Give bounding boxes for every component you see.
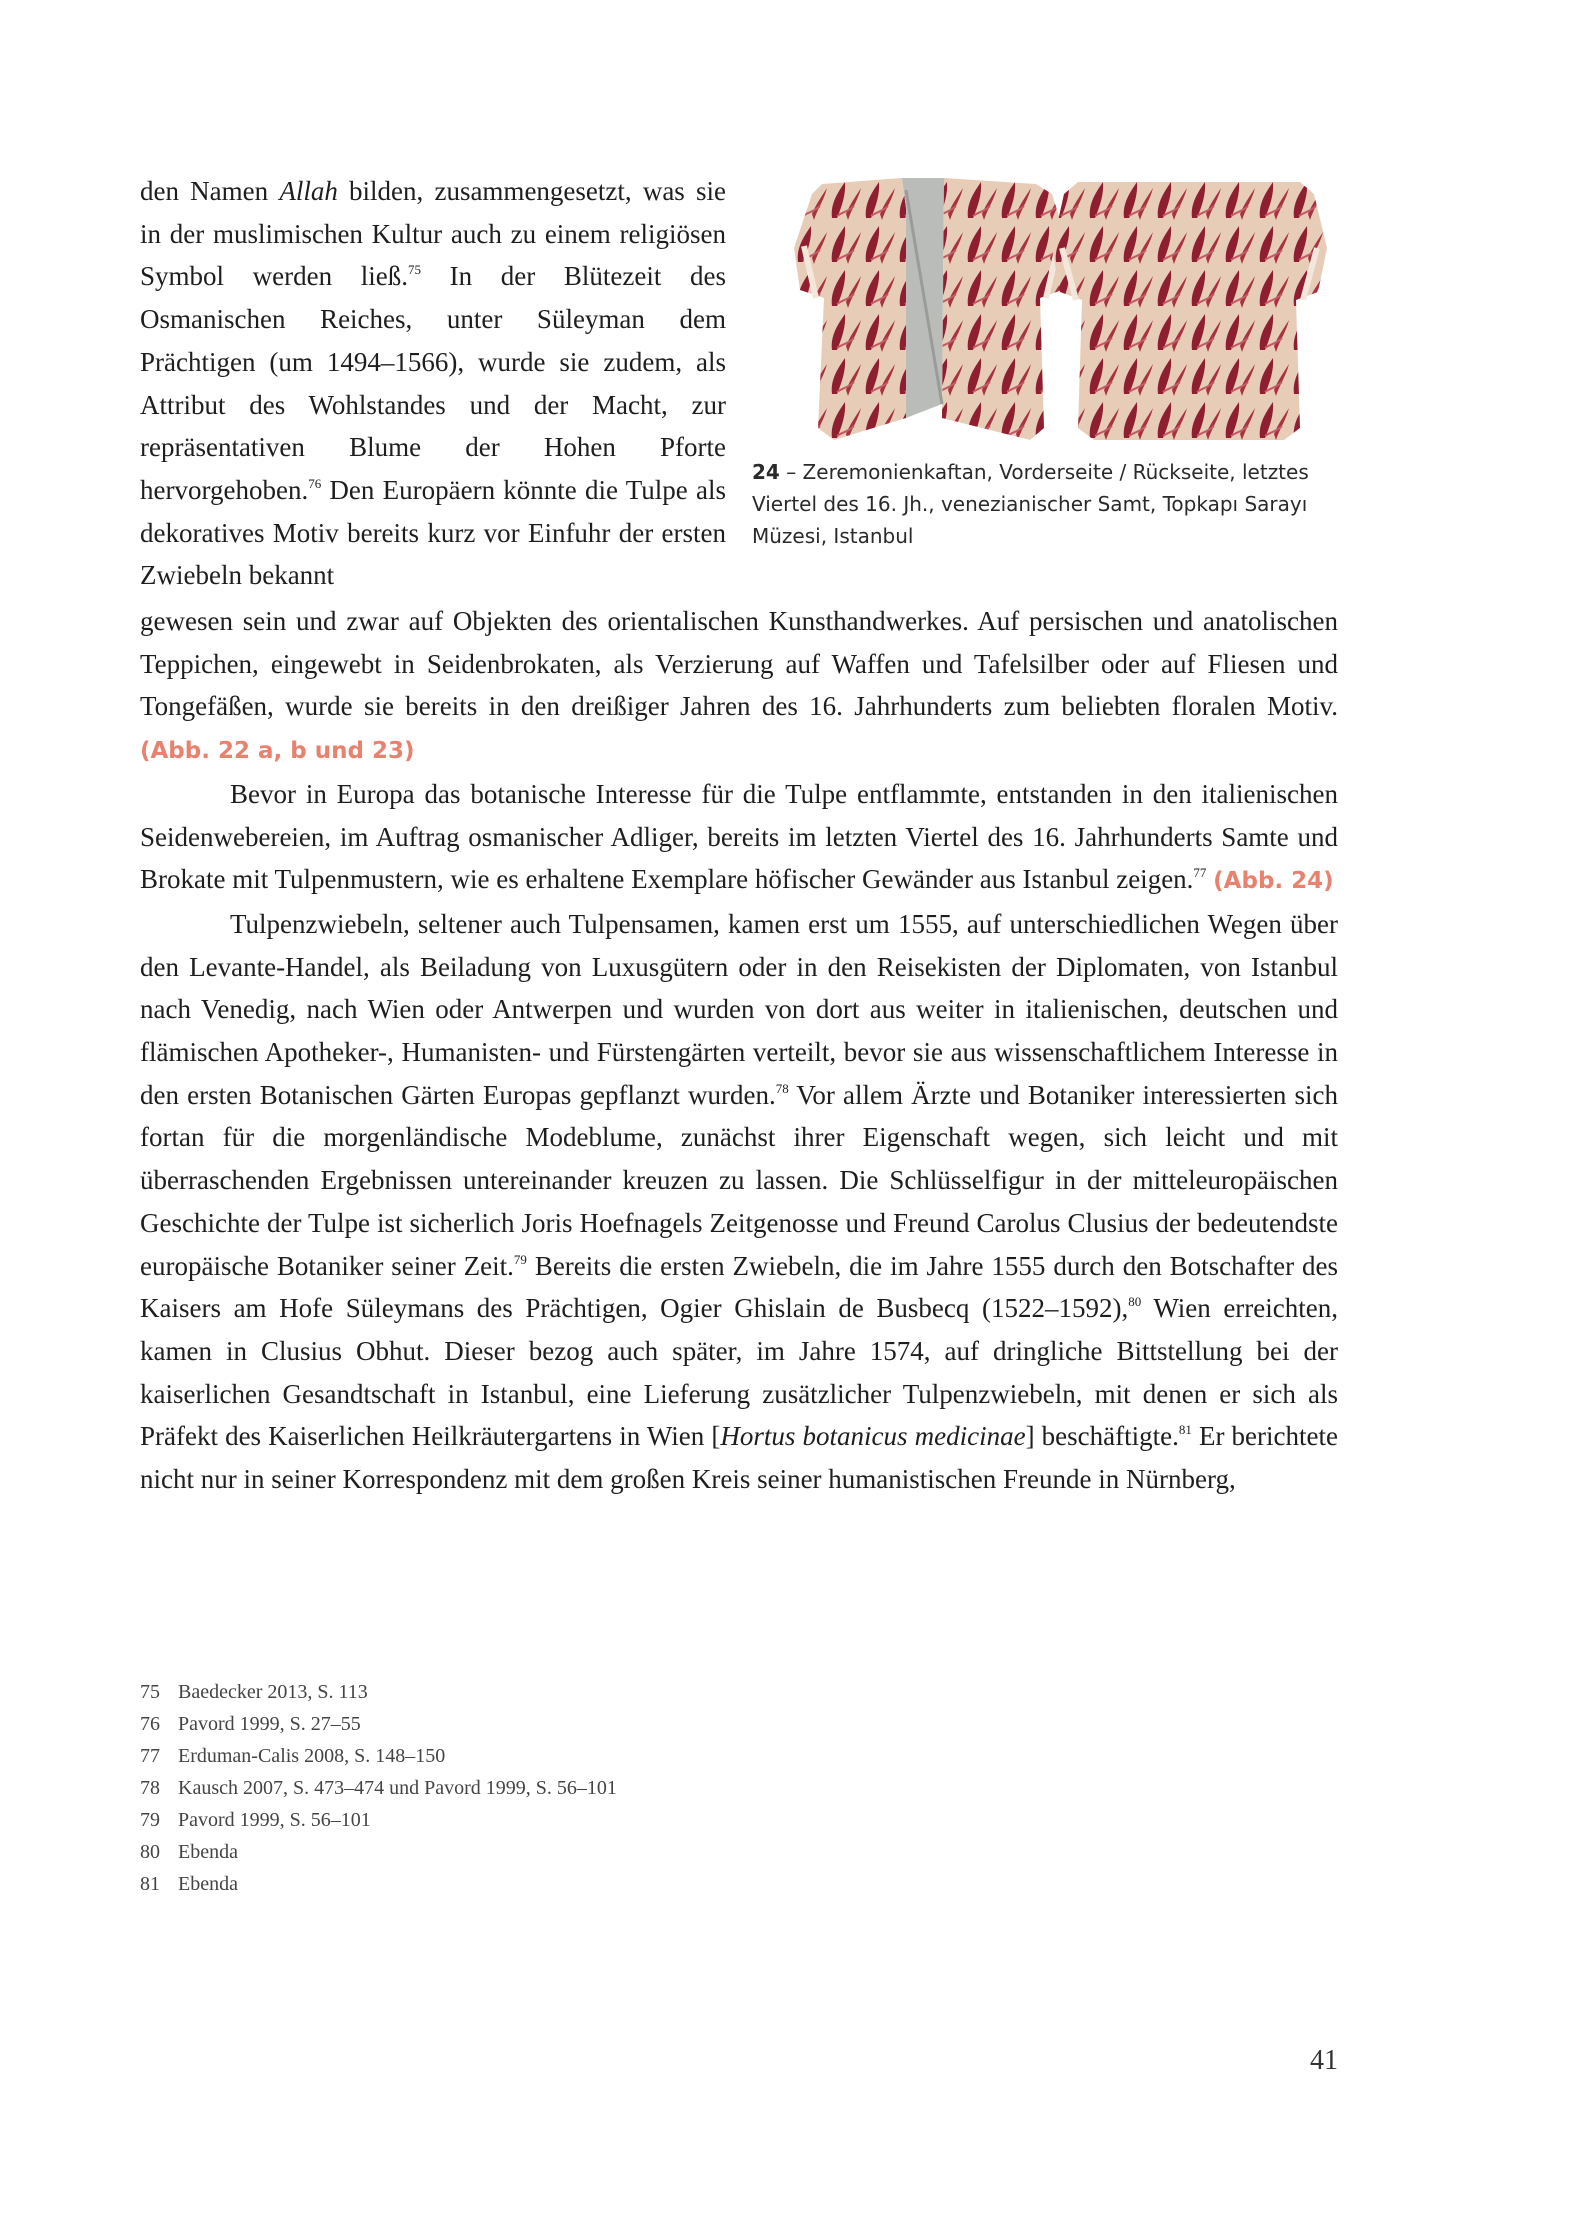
footnote-text: Pavord 1999, S. 27–55 [178, 1713, 361, 1735]
footnote [140, 1740, 840, 1772]
paragraph-2 [140, 773, 1338, 903]
footnote-text: Baedecker 2013, S. 113 [178, 1681, 368, 1703]
emphasis-allah: Allah [279, 176, 338, 206]
footnote [140, 1868, 840, 1900]
footnotes [140, 1676, 840, 1900]
footnote-ref-76[interactable]: 76 [308, 475, 322, 491]
figure-caption [752, 456, 1332, 552]
footnote-number: 81 [140, 1873, 160, 1895]
text-span: Tulpenzwiebeln, seltener auch Tulpensamen, kamen erst um 1555, auf unterschiedlichen Wegen über den Levante-Handel, als Beiladung von Luxusgütern oder in den Reisekisten der Diplomaten, von Istanbul nach Venedig, nach Wien oder Antwerpen und wurden von dort aus weiter in italienischen, deutschen und flämischen Apotheker-, Humanisten- und Fürstengärten verteilt, bevor sie aus wissenschaftlichem Interesse in den ersten Botanischen Gärten Europas gepflanzt wurden. [140, 908, 1338, 1110]
kaftan-back-svg [1052, 178, 1327, 440]
figure-number: 24 [752, 460, 780, 484]
footnote [140, 1804, 840, 1836]
figure-24 [752, 178, 1332, 548]
footnote-ref-79[interactable]: 79 [513, 1251, 527, 1267]
text-span: ] beschäftigte. [1025, 1421, 1179, 1452]
kaftan-back-image [1052, 178, 1327, 440]
paragraph-3 [140, 903, 1338, 1501]
footnote-text: Kausch 2007, S. 473–474 und Pavord 1999, S. 56–101 [178, 1777, 617, 1799]
footnote-number: 78 [140, 1777, 160, 1799]
footnote [140, 1836, 840, 1868]
footnote [140, 1708, 840, 1740]
figure-reference-22-23[interactable]: (Abb. 22 a, b und 23) [140, 738, 415, 765]
footnote-ref-75[interactable]: 75 [408, 262, 421, 278]
footnote-number: 77 [140, 1745, 160, 1767]
text-span: Den Europäern könnte die Tulpe als dekoratives Motiv bereits kurz vor Einfuhr der ersten Zwiebeln bekannt [140, 474, 726, 591]
text-full-width [140, 600, 1338, 1501]
emphasis-hortus: Hortus botanicus medicinae [720, 1421, 1026, 1452]
text-span: gewesen sein und zwar auf Objekten des orientalischen Kunsthandwerkes. Auf persischen und anatolischen Teppichen, eingewebt in Seidenbrokaten, als Verzierung auf Waffen und Tafelsilber oder auf Fliesen und Tongefäßen, wurde sie bereits in den dreißiger Jahren des 16. Jahrhunderts zum beliebten floralen Motiv. [140, 606, 1338, 722]
footnote [140, 1676, 840, 1708]
text-span: Bereits die ersten Zwiebeln, die im Jahre 1555 durch den Botschafter des Kaisers am Hofe Süleymans des Prächtigen, Ogier Ghislain de Busbecq (1522–1592), [140, 1250, 1338, 1324]
text-span: Er berichtete nicht nur in seiner Korrespondenz mit dem großen Kreis seiner humanistischen Freunde in Nürnberg, [140, 1421, 1338, 1495]
figure-reference-24[interactable]: (Abb. 24) [1213, 868, 1334, 895]
footnote-number: 75 [140, 1681, 160, 1703]
footnote-number: 79 [140, 1809, 160, 1831]
text-span: den Namen [140, 176, 280, 206]
footnote-number: 80 [140, 1841, 160, 1863]
text-span: Vor allem Ärzte und Botaniker interessierten sich fortan für die morgenländische Modeblume, zunächst ihrer Eigenschaft wegen, sich leicht und mit überraschenden Ergebnissen untereinander kreuzen zu lassen. Die Schlüsselfigur in der mitteleuropäischen Geschichte der Tulpe ist sicherlich Joris Hoefnagels Zeitgenosse und Freund Carolus Clusius der bedeutendste europäische Botaniker seiner Zeit. [140, 1079, 1339, 1281]
footnote-text: Pavord 1999, S. 56–101 [178, 1809, 371, 1831]
text-span: bilden, zusammengesetzt, was sie in der muslimischen Kultur auch zu einem religiösen Symbol werden ließ. [140, 176, 726, 292]
footnote-text: Ebenda [178, 1873, 238, 1895]
kaftan-photographs [752, 178, 1332, 440]
footnote-number: 76 [140, 1713, 160, 1735]
footnote-ref-77[interactable]: 77 [1193, 865, 1207, 881]
footnote-ref-81[interactable]: 81 [1178, 1422, 1192, 1438]
footnote-ref-80[interactable]: 80 [1128, 1294, 1142, 1310]
text-span: Wien erreichten, kamen in Clusius Obhut. Dieser bezog auch später, im Jahre 1574, auf dringliche Bittstellung bei der kaiserlichen Gesandtschaft in Istanbul, eine Lieferung zusätzlicher Tulpenzwiebeln, mit denen er sich als Präfekt des Kaiserlichen Heilkräutergartens in Wien [ [140, 1293, 1338, 1452]
footnote [140, 1772, 840, 1804]
text-span: In der Blütezeit des Osmanischen Reiches, unter Süleyman dem Prächtigen (um 1494–1566), wurde sie zudem, als Attribut des Wohlstandes und der Macht, zur repräsentativen Blume der Hohen Pforte hervorgehoben. [140, 261, 726, 505]
paragraph-1 [140, 600, 1338, 773]
paragraph-continuation [140, 170, 726, 597]
kaftan-front-image [794, 178, 1069, 440]
footnote-text: Erduman-Calis 2008, S. 148–150 [178, 1745, 446, 1767]
footnote-text: Ebenda [178, 1841, 238, 1863]
text-column-left [140, 170, 726, 597]
page-number: 41 [1310, 2045, 1338, 2076]
footnote-ref-78[interactable]: 78 [775, 1080, 789, 1096]
text-span: Bevor in Europa das botanische Interesse für die Tulpe entflammte, entstanden in den italienischen Seidenwebereien, im Auftrag osmanischer Adliger, bereits im letzten Viertel des 16. Jahrhunderts Samte und Brokate mit Tulpenmustern, wie es erhaltene Exemplare höfischer Gewänder aus Istanbul zeigen. [140, 778, 1338, 895]
kaftan-front-svg [794, 178, 1069, 440]
figure-caption-text: – Zeremonienkaftan, Vorderseite / Rückseite, letztes Viertel des 16. Jh., venezianischer Samt, Topkapı Sarayı Müzesi, Istanbul [752, 460, 1309, 548]
